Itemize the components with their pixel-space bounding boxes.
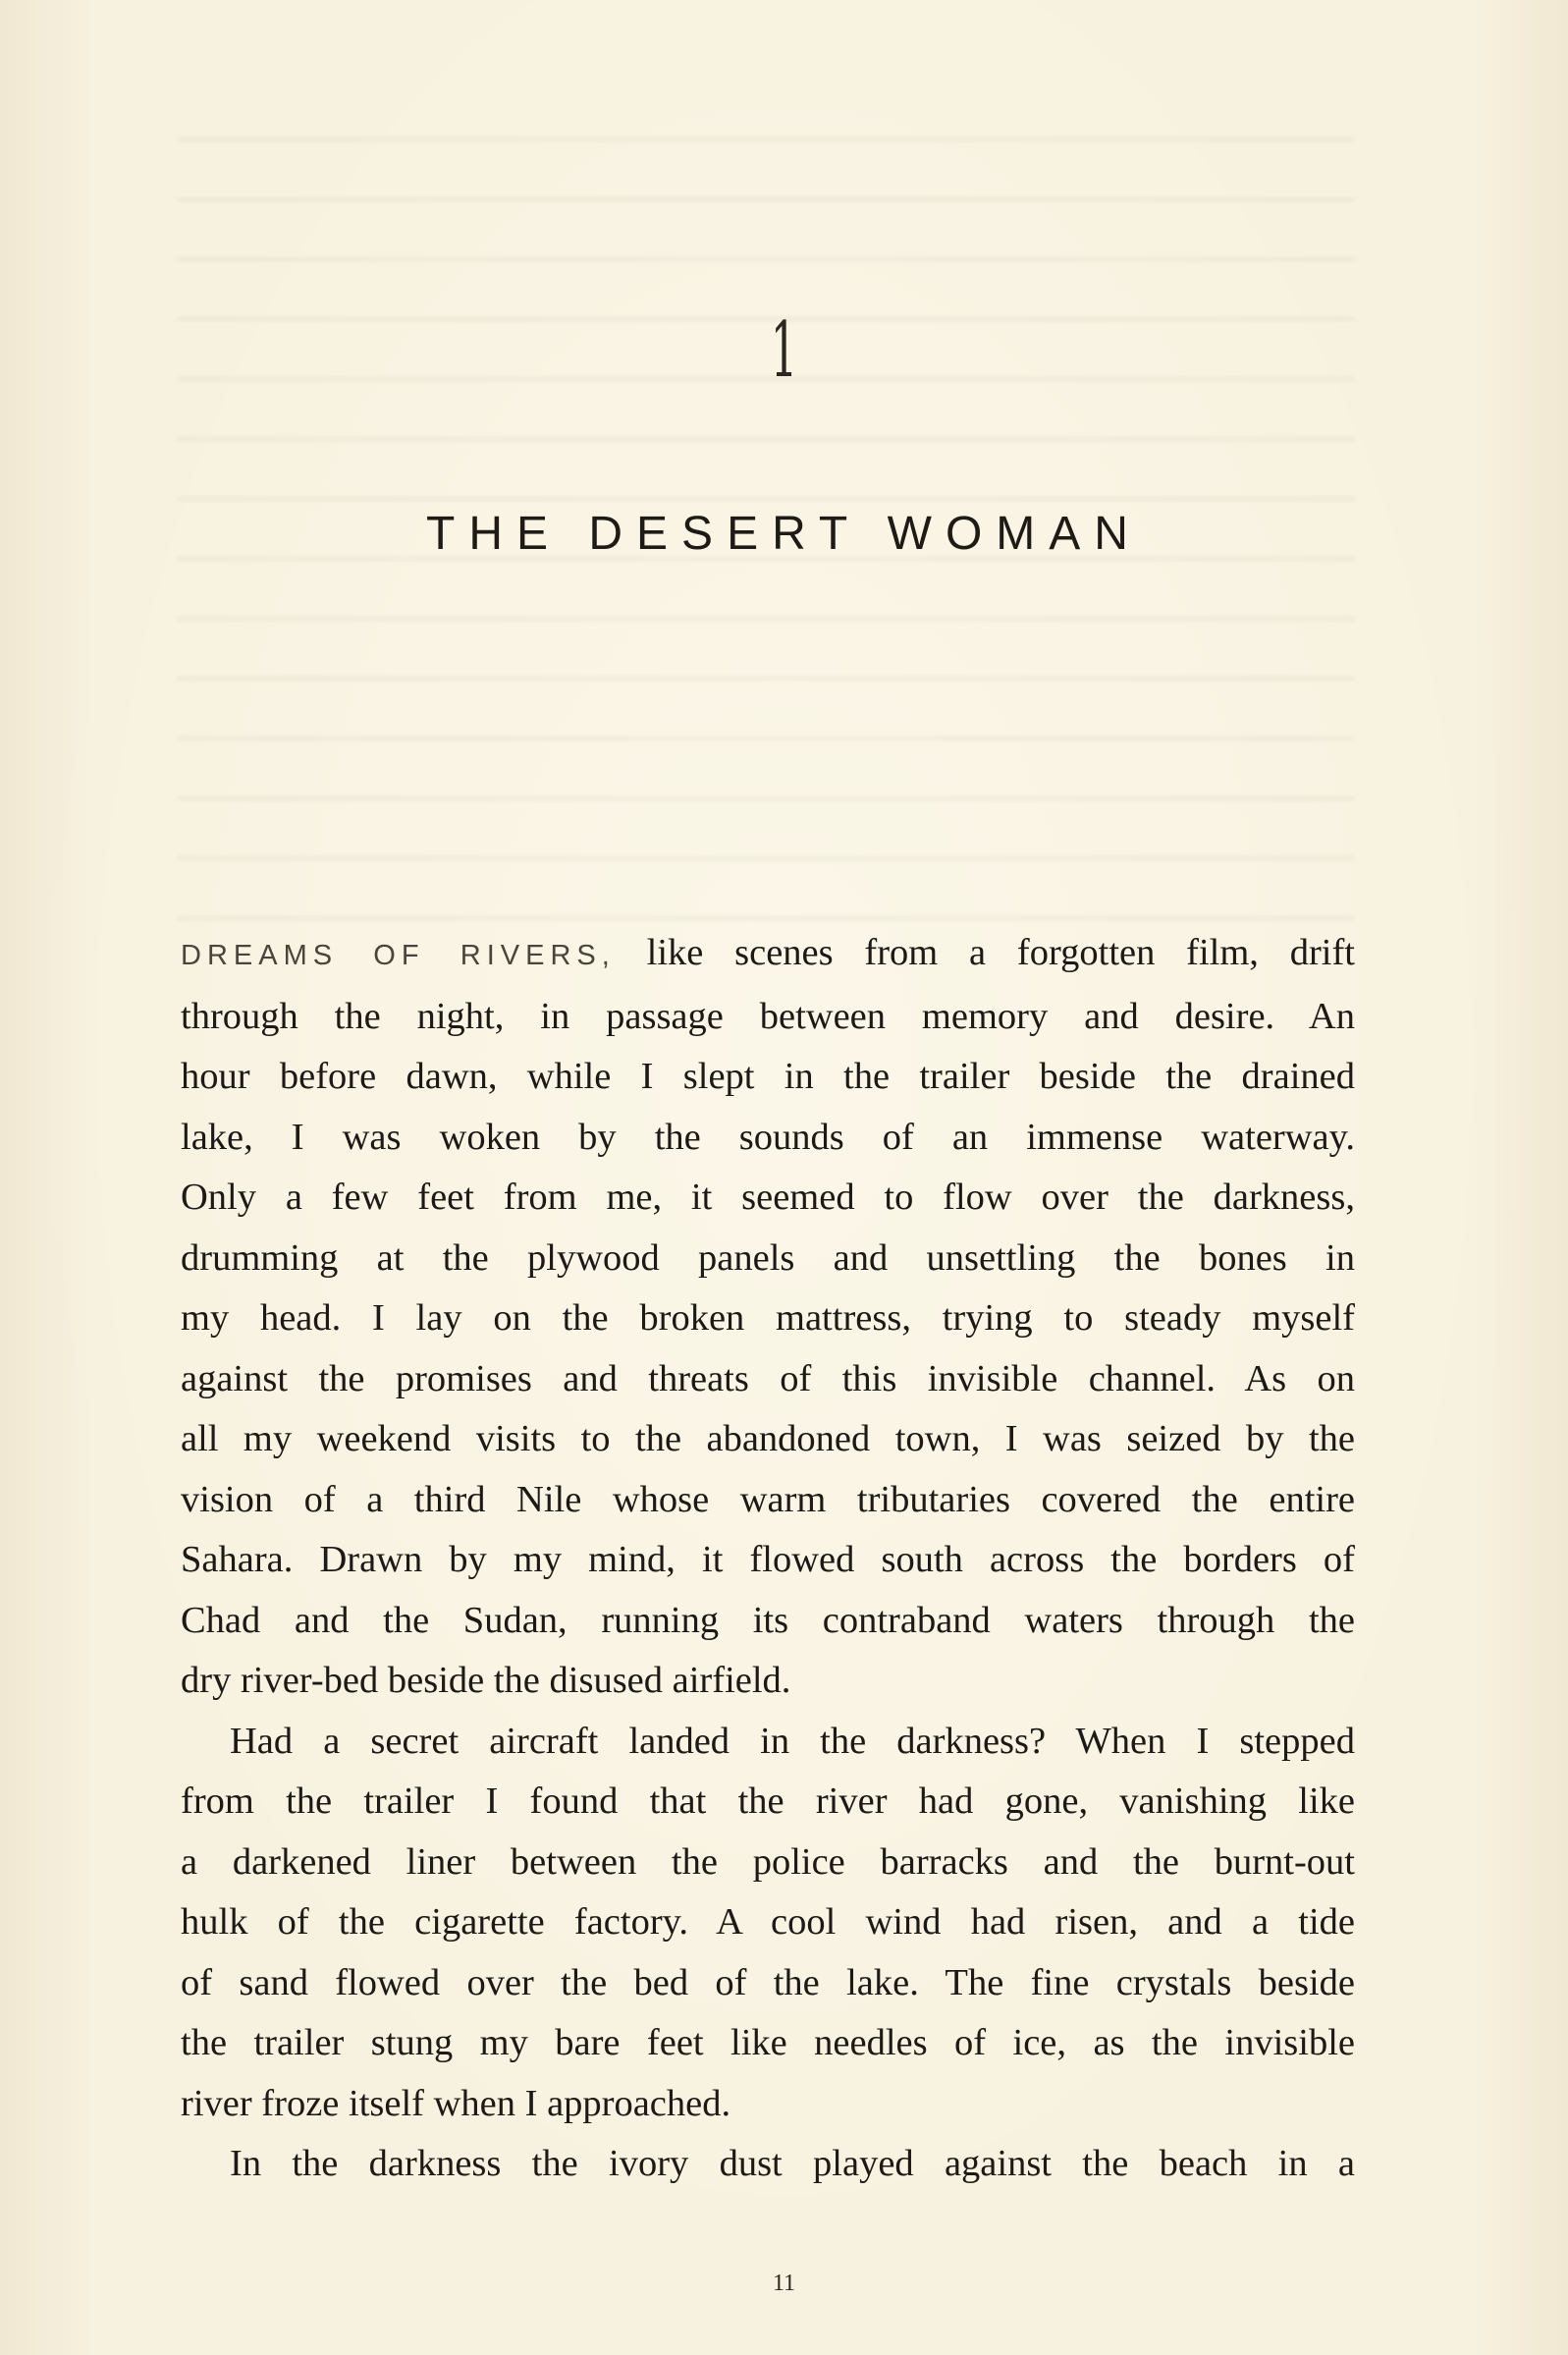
text-line: Sahara. Drawn by my mind, it flowed south across the borders of <box>181 1539 1355 1580</box>
body-text <box>181 923 1355 2195</box>
chapter-title: THE DESERT WOMAN <box>426 508 1142 560</box>
text-line: In the darkness the ivory dust played against the beach in a <box>230 2143 1355 2184</box>
text-line: from the trailer I found that the river had gone, vanishing like <box>181 1780 1355 1822</box>
text-line: of sand flowed over the bed of the lake. The fine crystals beside <box>181 1961 1355 2003</box>
lead-in-caps: DREAMS OF RIVERS, <box>181 940 616 971</box>
page-number: 11 <box>772 2271 796 2296</box>
text-line: the trailer stung my bare feet like needles of ice, as the invisible <box>181 2022 1355 2063</box>
text-line: through the night, in passage between memory and desire. An <box>181 995 1355 1037</box>
text-line: dry river-bed beside the disused airfield. <box>181 1660 791 1701</box>
text-line: Only a few feet from me, it seemed to flow over the darkness, <box>181 1177 1355 1218</box>
text-line: river froze itself when I approached. <box>181 2082 731 2124</box>
text-line: vision of a third Nile whose warm tributaries covered the entire <box>181 1478 1355 1520</box>
text-line: my head. I lay on the broken mattress, trying to steady myself <box>181 1297 1355 1339</box>
text-line: hulk of the cigarette factory. A cool wind had risen, and a tide <box>181 1901 1355 1943</box>
text-line: drumming at the plywood panels and unsettling the bones in <box>181 1236 1355 1279</box>
text-line: Chad and the Sudan, running its contraband waters through the <box>181 1599 1355 1641</box>
text-line: all my weekend visits to the abandoned town, I was seized by the <box>181 1418 1355 1459</box>
text-line: a darkened liner between the police barracks and the burnt-out <box>181 1840 1355 1883</box>
text-line: DREAMS OF RIVERS, like scenes from a forgotten film, drift <box>181 932 1355 973</box>
text-line: lake, I was woken by the sounds of an immense waterway. <box>181 1116 1355 1158</box>
chapter-number: 1 <box>770 306 798 395</box>
paragraph-2 <box>181 1712 1355 2135</box>
text-line: Had a secret aircraft landed in the darkness? When I stepped <box>230 1720 1355 1762</box>
text-line: hour before dawn, while I slept in the trailer beside the drained <box>181 1056 1355 1097</box>
paragraph-1 <box>181 923 1355 1712</box>
paragraph-3 <box>181 2134 1355 2195</box>
text-line: against the promises and threats of this invisible channel. As on <box>181 1357 1355 1399</box>
